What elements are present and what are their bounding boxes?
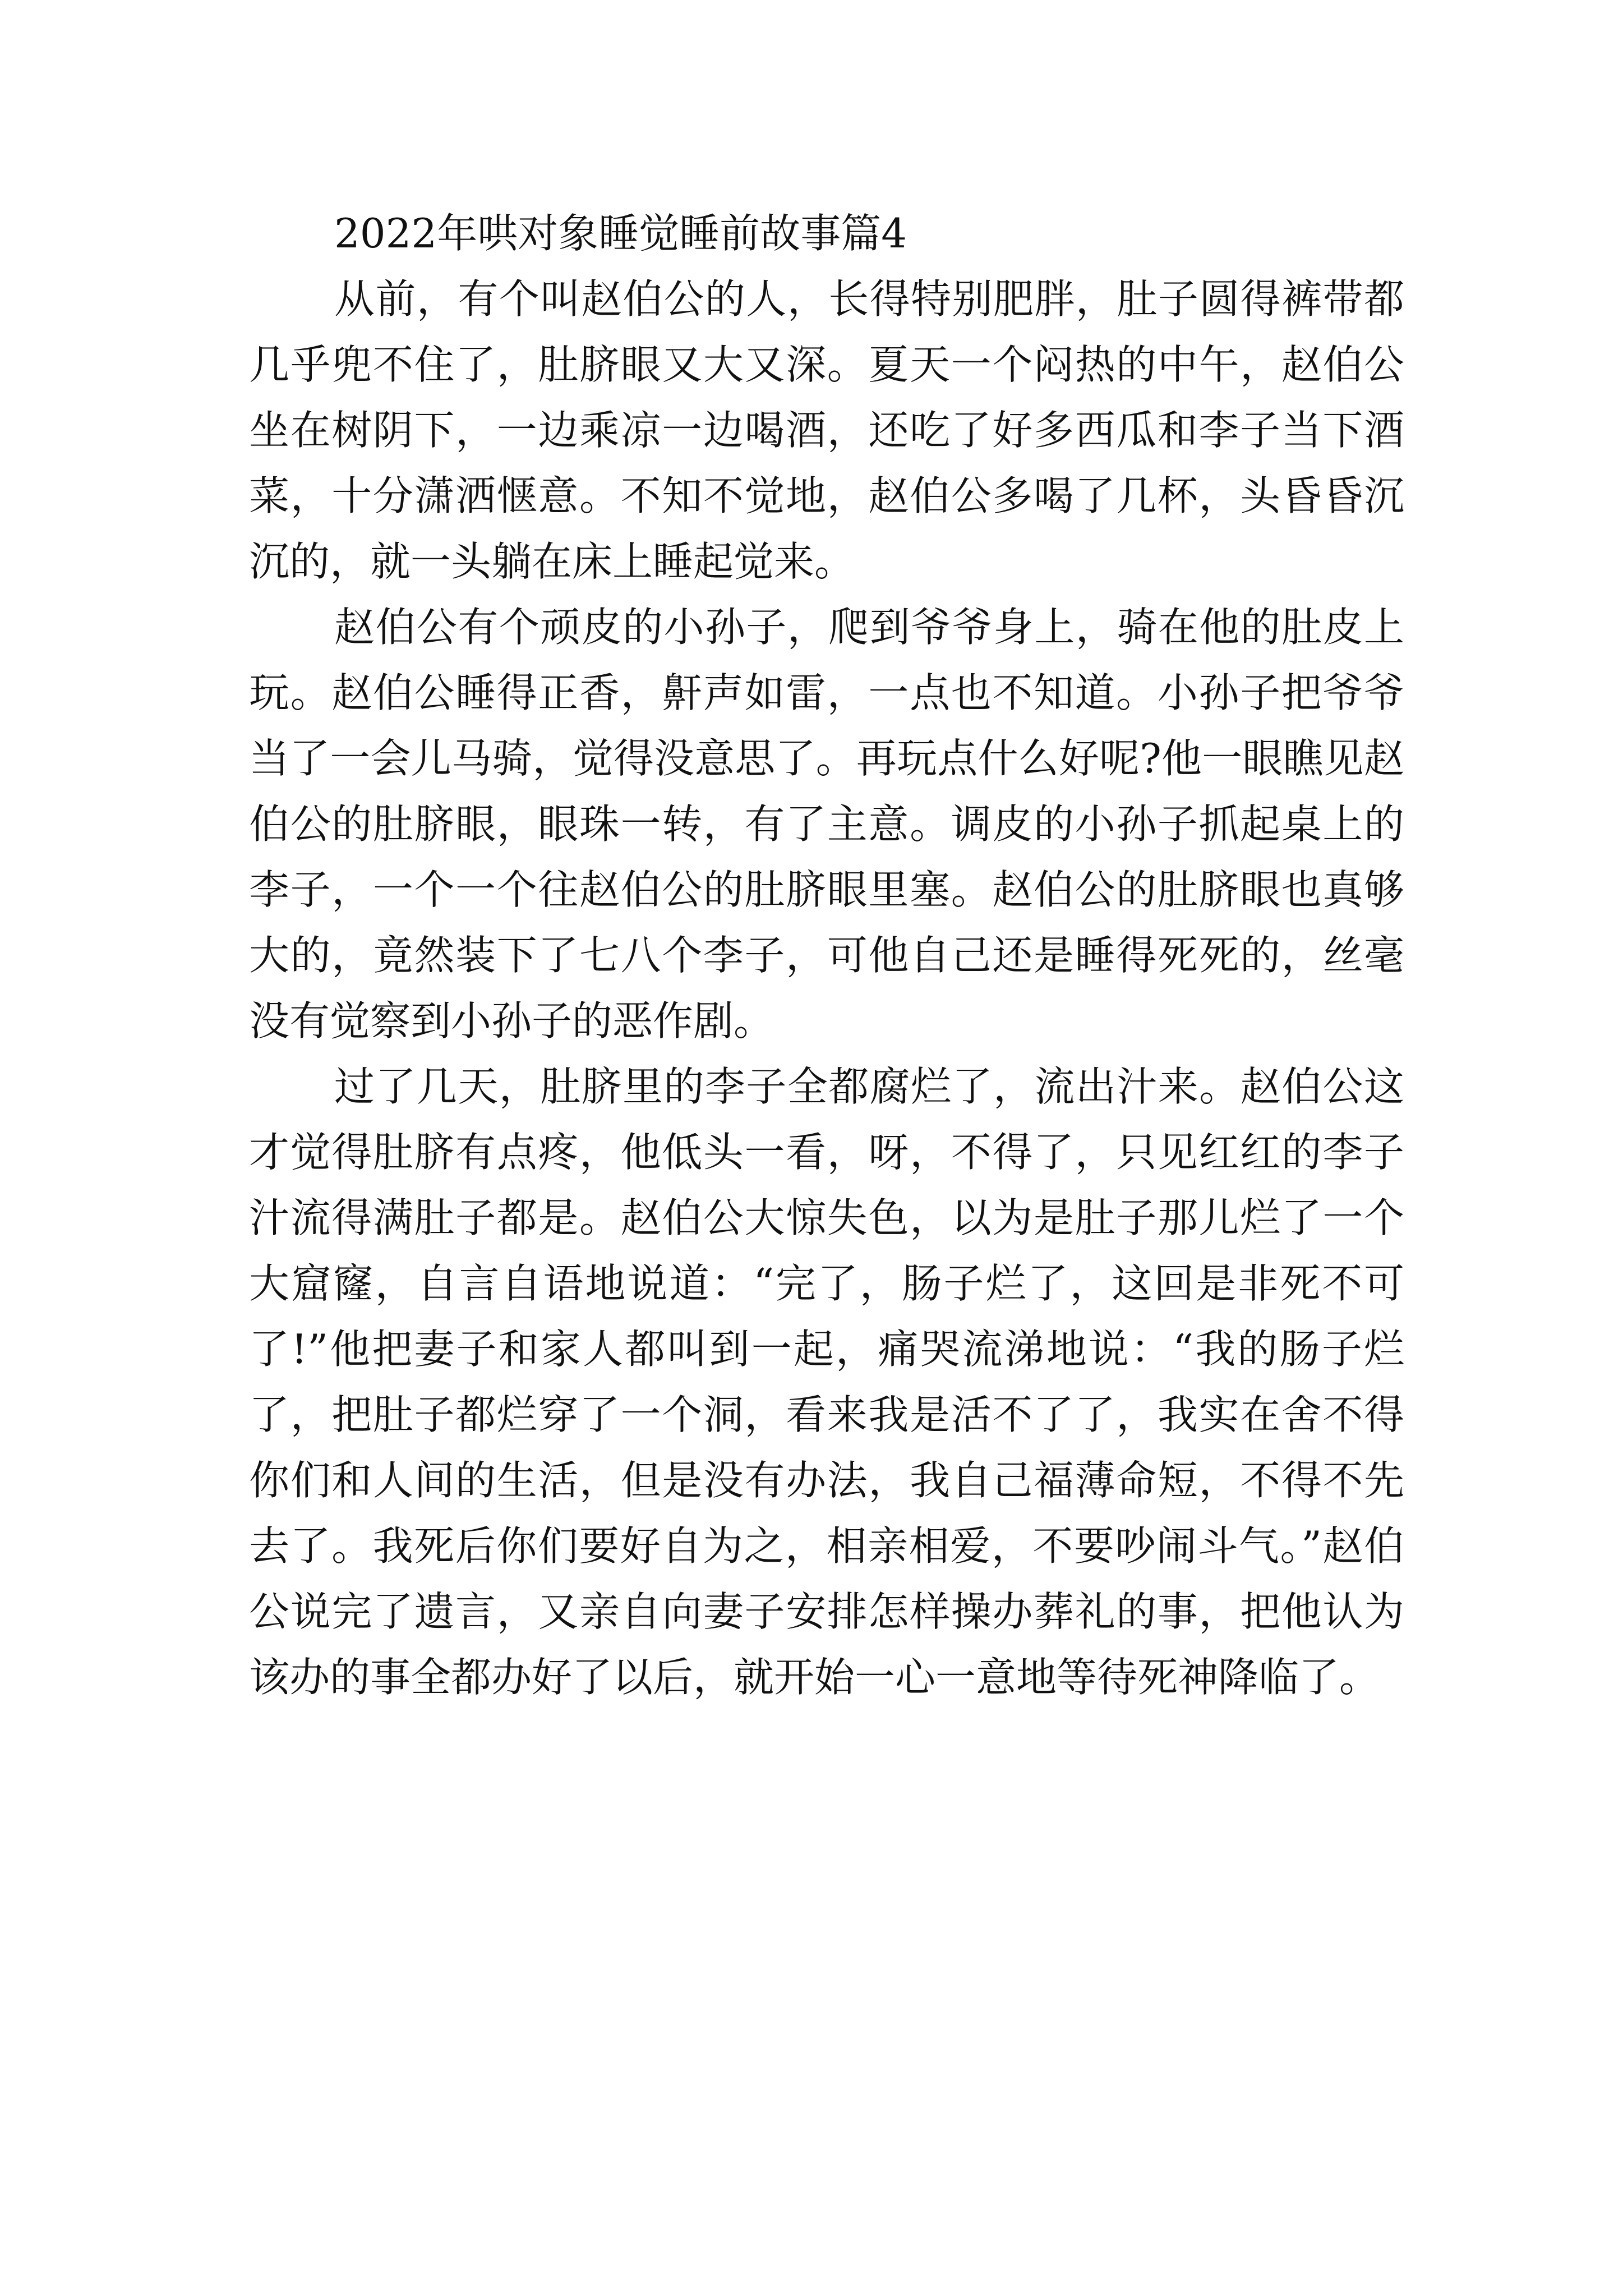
document-title: 2022年哄对象睡觉睡前故事篇4: [334, 210, 907, 257]
paragraph-1: 从前，有个叫赵伯公的人，长得特别肥胖，肚子圆得裤带都几乎兜不住了，肚脐眼又大又深。夏天一个闷热的中午，赵伯公坐在树阴下，一边乘凉一边喝酒，还吃了好多西瓜和李子当下酒菜，十分潇洒惬意。不知不觉地，赵伯公多喝了几杯，头昏昏沉沉的，就一头躺在床上睡起觉来。: [249, 275, 1404, 585]
document-body: [249, 201, 1404, 1710]
paragraph-3: 过了几天，肚脐里的李子全都腐烂了，流出汁来。赵伯公这才觉得肚脐有点疼，他低头一看，呀，不得了，只见红红的李子汁流得满肚子都是。赵伯公大惊失色，以为是肚子那儿烂了一个大窟窿，自言自语地说道：“完了，肠子烂了，这回是非死不可了!”他把妻子和家人都叫到一起，痛哭流涕地说：“我的肠子烂了，把肚子都烂穿了一个洞，看来我是活不了了，我实在舍不得你们和人间的生活，但是没有办法，我自己福薄命短，不得不先去了。我死后你们要好自为之，相亲相爱，不要吵闹斗气。”赵伯公说完了遗言，又亲自向妻子安排怎样操办葬礼的事，把他认为该办的事全都办好了以后，就开始一心一意地等待死神降临了。: [249, 1063, 1404, 1701]
paragraph-2: 赵伯公有个顽皮的小孙子，爬到爷爷身上，骑在他的肚皮上玩。赵伯公睡得正香，鼾声如雷，一点也不知道。小孙子把爷爷当了一会儿马骑，觉得没意思了。再玩点什么好呢?他一眼瞧见赵伯公的肚脐眼，眼珠一转，有了主意。调皮的小孙子抓起桌上的李子，一个一个往赵伯公的肚脐眼里塞。赵伯公的肚脐眼也真够大的，竟然装下了七八个李子，可他自己还是睡得死死的，丝毫没有觉察到小孙子的恶作剧。: [249, 604, 1404, 1045]
